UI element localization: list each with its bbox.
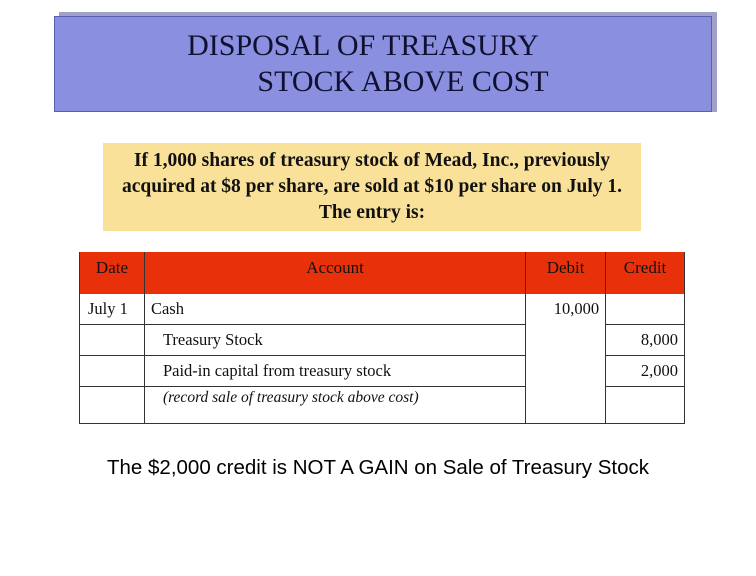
row-account: Paid-in capital from treasury stock [144, 356, 525, 387]
row-memo: (record sale of treasury stock above cost) [144, 387, 525, 424]
row-credit [606, 294, 685, 325]
header-debit: Debit [526, 252, 606, 294]
title-line-1: DISPOSAL OF TREASURY [187, 29, 539, 62]
row-debit [526, 387, 606, 424]
table-row [80, 356, 685, 387]
row-date [80, 325, 145, 356]
row-debit [526, 356, 606, 387]
intro-text: If 1,000 shares of treasury stock of Mead, Inc., previously acquired at $8 per share, are sold at $10 per share on July 1. The entry is: [122, 150, 622, 223]
row-credit [606, 387, 685, 424]
header-date: Date [80, 252, 145, 294]
table-row [80, 294, 685, 325]
table-row [80, 387, 685, 424]
table-row [80, 325, 685, 356]
header-credit: Credit [606, 252, 685, 294]
intro-box [103, 143, 641, 231]
journal-entry-table [79, 252, 685, 424]
table-header-row [80, 252, 685, 294]
footer-note: The $2,000 credit is NOT A GAIN on Sale of Treasury Stock [107, 456, 649, 479]
title-line-2: STOCK ABOVE COST [257, 65, 549, 98]
slide-title [177, 28, 548, 100]
row-date [80, 387, 145, 424]
row-credit: 2,000 [606, 356, 685, 387]
row-debit [526, 325, 606, 356]
title-banner [54, 16, 712, 112]
row-date: July 1 [80, 294, 145, 325]
row-account: Treasury Stock [144, 325, 525, 356]
row-account: Cash [144, 294, 525, 325]
header-account: Account [144, 252, 525, 294]
row-date [80, 356, 145, 387]
row-credit: 8,000 [606, 325, 685, 356]
row-debit: 10,000 [526, 294, 606, 325]
